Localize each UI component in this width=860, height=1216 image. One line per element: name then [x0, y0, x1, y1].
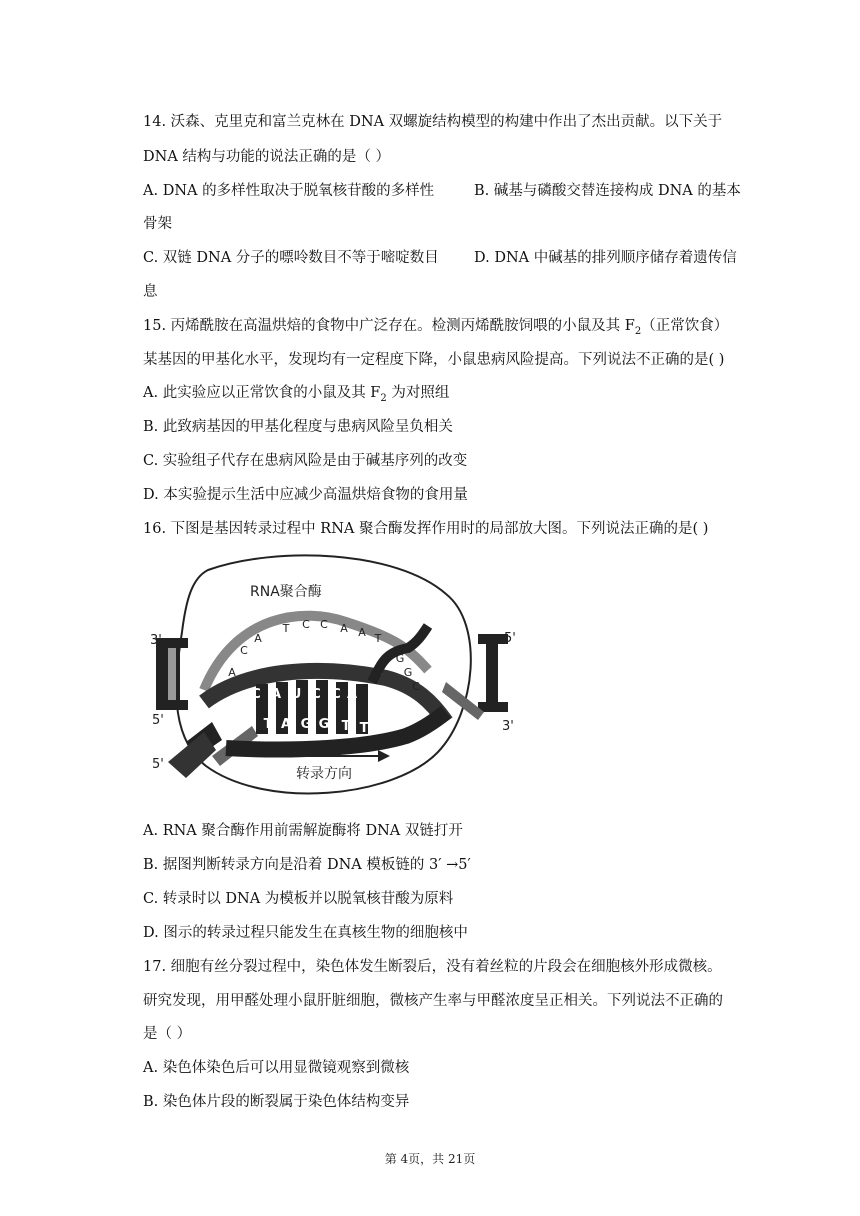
rna-base-3: U — [290, 687, 302, 702]
top-base-2: C — [240, 644, 248, 657]
enzyme-label: RNA聚合酶 — [250, 584, 322, 600]
top-base-12: C — [412, 680, 420, 693]
top-base-4: T — [282, 622, 290, 635]
q16-stem: 16. 下图是基因转录过程中 RNA 聚合酶发挥作用时的局部放大图。下列说法正确的是( ) — [143, 521, 709, 537]
top-base-7: A — [340, 622, 348, 635]
q14-stem-line1: 14. 沃森、克里克和富兰克林在 DNA 双螺旋结构模型的构建中作出了杰出贡献。以下关于 — [143, 114, 723, 130]
q16-option-c: C. 转录时以 DNA 为模板并以脱氧核苷酸为原料 — [143, 891, 454, 907]
rna-base-4: C — [311, 687, 321, 702]
rna-base-8: U — [422, 639, 434, 654]
rna-base-2: A — [270, 687, 282, 702]
label-3-prime-top-left: 3' — [150, 633, 162, 648]
label-5-prime-mid-left: 5' — [152, 713, 164, 728]
label-5-prime-top-right: 5' — [504, 631, 516, 646]
q17-stem-line2: 研究发现，用甲醛处理小鼠肝脏细胞，微核产生率与甲醛浓度呈正相关。下列说法不正确的 — [143, 993, 723, 1009]
q15-stem-line1: 15. 丙烯酰胺在高温烘焙的食物中广泛存在。检测丙烯酰胺饲喂的小鼠及其 $F_2$（正常饮食） — [143, 318, 729, 337]
bottom-base-3: G — [300, 717, 312, 732]
q16-option-a: A. RNA 聚合酶作用前需解旋酶将 DNA 双链打开 — [143, 823, 463, 839]
top-base-1: A — [228, 666, 236, 679]
q17-stem-line3: 是（ ） — [143, 1026, 192, 1042]
q14-stem-line2: DNA 结构与功能的说法正确的是（ ） — [143, 149, 391, 165]
bottom-base-6: T — [359, 721, 369, 736]
direction-label: 转录方向 — [296, 766, 352, 782]
q14-option-b-cont: 骨架 — [143, 216, 172, 232]
q14-option-d-cont: 息 — [143, 284, 158, 300]
q15-option-a: A. 此实验应以正常饮食的小鼠及其 $F_2$ 为对照组 — [143, 385, 450, 404]
q17-option-a: A. 染色体染色后可以用显微镜观察到微核 — [143, 1060, 410, 1076]
bottom-base-1: T — [263, 717, 273, 732]
label-3-prime-bottom-right: 3' — [502, 719, 514, 734]
top-base-10: G — [395, 652, 405, 665]
q14-option-b: B. 碱基与磷酸交替连接构成 DNA 的基本 — [474, 183, 741, 199]
bottom-base-2: A — [280, 717, 292, 732]
label-5-prime-bottom-left: 5' — [152, 757, 164, 772]
top-base-3: A — [254, 632, 262, 645]
q15-option-b: B. 此致病基因的甲基化程度与患病风险呈负相关 — [143, 419, 453, 435]
q17-option-b: B. 染色体片段的断裂属于染色体结构变异 — [143, 1094, 410, 1110]
q16-option-d: D. 图示的转录过程只能发生在真核生物的细胞核中 — [143, 925, 468, 941]
top-base-11: G — [403, 666, 413, 679]
q14-option-d: D. DNA 中碱基的排列顺序储存着遗传信 — [474, 250, 737, 266]
q14-option-c: C. 双链 DNA 分子的嘌呤数目不等于嘧啶数目 — [143, 250, 439, 266]
q15-option-d: D. 本实验提示生活中应减少高温烘焙食物的食用量 — [143, 487, 468, 503]
rna-base-1: C — [251, 687, 261, 702]
rna-base-5: C — [331, 687, 341, 702]
q15-stem-line2: 某基因的甲基化水平，发现均有一定程度下降，小鼠患病风险提高。下列说法不正确的是( ) — [143, 352, 725, 368]
bottom-base-4: G — [318, 717, 330, 732]
top-base-6: C — [320, 618, 328, 631]
bottom-base-5: T — [341, 719, 351, 734]
top-base-9: T — [374, 632, 382, 645]
q17-stem-line1: 17. 细胞有丝分裂过程中，染色体发生断裂后，没有着丝粒的片段会在细胞核外形成微核。 — [143, 959, 722, 975]
top-base-8: A — [358, 626, 366, 639]
q14-option-a: A. DNA 的多样性取决于脱氧核苷酸的多样性 — [143, 183, 435, 199]
q15-option-c: C. 实验组子代存在患病风险是由于碱基序列的改变 — [143, 453, 468, 469]
transcription-figure — [146, 552, 524, 804]
rna-base-7: U — [372, 665, 384, 680]
top-base-5: C — [302, 618, 310, 631]
bottom-base-8: A — [398, 701, 410, 716]
bottom-base-7: A — [378, 711, 390, 726]
q16-option-b: B. 据图判断转录方向是沿着 DNA 模板链的 3′ →5′ — [143, 857, 471, 873]
rna-base-6: A — [346, 687, 358, 702]
page-footer: 第 4页，共 21页 — [384, 1152, 476, 1166]
